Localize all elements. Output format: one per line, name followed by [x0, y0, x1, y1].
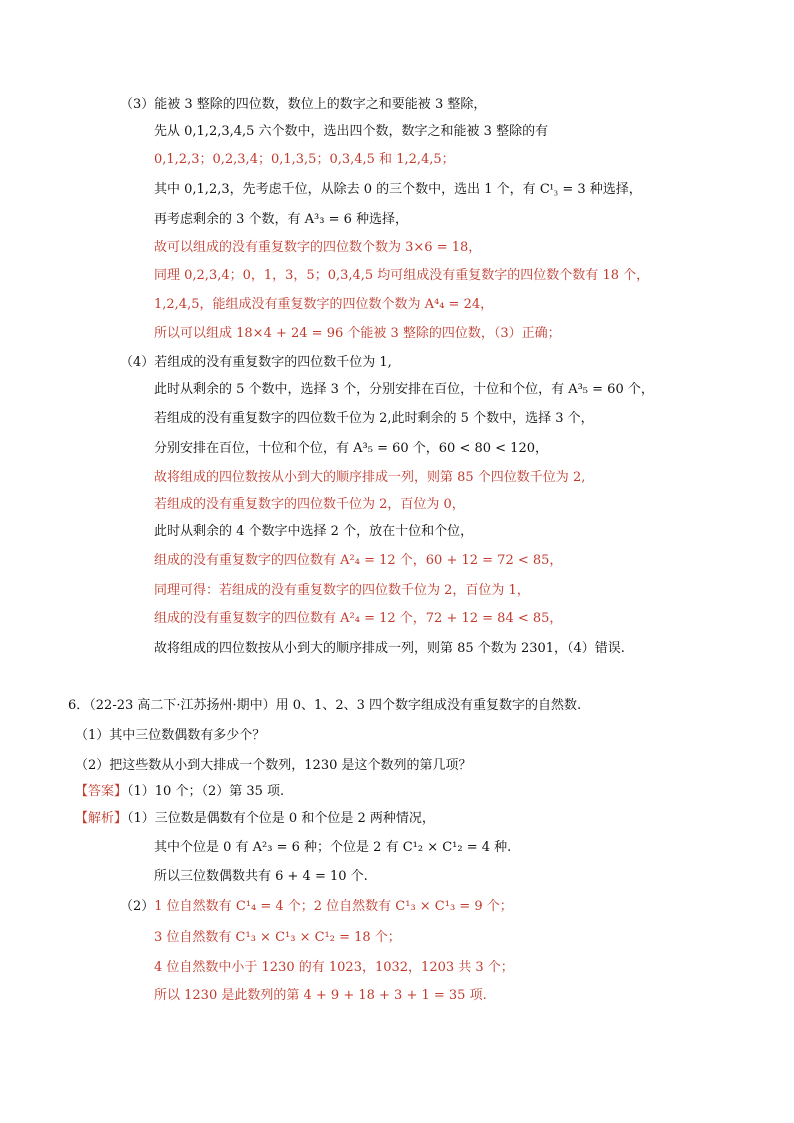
line-13	[154, 440, 548, 458]
text: 其中个位是 0 有 A²₃ = 6 种；个位是 2 有 C¹₂ × C¹₂ = 4 种.	[154, 840, 512, 855]
text: 所以三位数偶数共有 6 + 4 = 10 个.	[154, 869, 368, 884]
text: 组成的没有重复数字的四位数有 A²₄ = 12 个，60 + 12 = 72 < 85，	[154, 553, 563, 568]
question-6-part-1	[75, 727, 265, 745]
text: 4 位自然数中小于 1230 的有 1023，1032，1203 共 3 个；	[154, 960, 514, 975]
line-7	[154, 267, 649, 285]
text: 其中 0,1,2,3，先考虑千位，从除去 0 的三个数中，选出 1 个，有 C	[154, 182, 550, 197]
line-3	[154, 151, 455, 169]
line-2	[154, 123, 548, 141]
line-10	[120, 354, 392, 372]
line-1	[120, 96, 486, 114]
text: 0,1,2,3；0,2,3,4；0,1,3,5；0,3,4,5 和 1,2,4,5；	[154, 152, 455, 167]
line-16	[154, 523, 473, 541]
line-4	[154, 180, 642, 199]
answer-label: 【答案】	[75, 784, 128, 799]
text: 1 位自然数有 C¹₄ = 4 个；2 位自然数有 C¹₃ × C¹₃ = 9 个；	[154, 899, 513, 914]
line-8	[154, 296, 493, 314]
text: 故将组成的四位数按从小到大的顺序排成一列，则第 85 个四位数千位为 2,	[154, 470, 586, 485]
text: 若组成的没有重复数字的四位数千位为 2,此时剩余的 5 个数中，选择 3 个，	[154, 411, 594, 426]
text: 故可以组成的没有重复数字的四位数个数为 3×6 = 18，	[154, 240, 482, 255]
analysis-line	[75, 810, 435, 828]
text: （2）	[120, 899, 155, 914]
line-6	[154, 239, 481, 257]
line-17	[154, 552, 562, 570]
text: 此时从剩余的 5 个数中，选择 3 个，分别安排在百位，十位和个位，有 A³₅ = 60 个，	[154, 382, 654, 397]
text: （4）若组成的没有重复数字的四位数千位为 1,	[120, 355, 392, 370]
text: 同理可得：若组成的没有重复数字的四位数千位为 2，百位为 1，	[154, 583, 530, 598]
math: ¹₃	[549, 181, 559, 196]
line-11	[154, 381, 654, 399]
text: = 3 种选择，	[558, 182, 642, 197]
text: （1）10 个；（2）第 35 项.	[127, 784, 285, 799]
line-15	[154, 496, 465, 514]
text: 1,2,4,5，能组成没有重复数字的四位数个数为 A⁴₄ = 24，	[154, 297, 494, 312]
text: （2）把这些数从小到大排成一个数列，1230 是这个数列的第几项？	[75, 758, 472, 773]
text: （1）三位数是偶数有个位是 0 和个位是 2 两种情况，	[127, 811, 435, 826]
text: 此时从剩余的 4 个数字中选择 2 个，放在十位和个位，	[154, 524, 474, 539]
question-6-title	[68, 697, 581, 715]
text: 若组成的没有重复数字的四位数千位为 2，百位为 0，	[154, 497, 465, 512]
line-19	[154, 610, 562, 628]
line-18	[154, 582, 530, 600]
line-31	[154, 987, 487, 1005]
text: 先从 0,1,2,3,4,5 六个数中，选出四个数，数字之和能被 3 整除的有	[154, 124, 549, 139]
text: 分别安排在百位，十位和个位，有 A³₅ = 60 个，60 < 80 < 120，	[154, 441, 548, 456]
line-9	[154, 325, 561, 343]
analysis-label: 【解析】	[75, 811, 128, 826]
text: 故将组成的四位数按从小到大的顺序排成一列，则第 85 个数为 2301，（4）错误.	[154, 641, 625, 656]
text: 6．（22-23 高二下·江苏扬州·期中）用 0、1、2、3 四个数字组成没有重复数字的自然数.	[68, 698, 582, 713]
text: 所以可以组成 18×4 + 24 = 96 个能被 3 整除的四位数，（3）正确；	[154, 326, 561, 341]
line-14	[154, 469, 585, 487]
line-29	[154, 929, 401, 947]
text: 3 位自然数有 C¹₃ × C¹₃ × C¹₂ = 18 个；	[154, 930, 401, 945]
line-12	[154, 410, 594, 428]
line-20	[154, 640, 625, 658]
text: （1）其中三位数偶数有多少个？	[75, 728, 266, 743]
line-5	[154, 211, 408, 229]
question-6-part-2	[75, 757, 472, 775]
text: （3）能被 3 整除的四位数，数位上的数字之和要能被 3 整除，	[120, 97, 487, 112]
text: 组成的没有重复数字的四位数有 A²₄ = 12 个，72 + 12 = 84 < 85，	[154, 611, 563, 626]
line-27	[154, 868, 368, 886]
line-26	[154, 839, 511, 857]
line-28	[120, 898, 513, 916]
text: 再考虑剩余的 3 个数，有 A³₃ = 6 种选择，	[154, 212, 409, 227]
text: 所以 1230 是此数列的第 4 + 9 + 18 + 3 + 1 = 35 项.	[154, 988, 487, 1003]
answer-line	[75, 783, 284, 801]
text: 同理 0,2,3,4；0，1，3，5；0,3,4,5 均可组成没有重复数字的四位数个数有 18 个，	[154, 268, 650, 283]
line-30	[154, 959, 514, 977]
